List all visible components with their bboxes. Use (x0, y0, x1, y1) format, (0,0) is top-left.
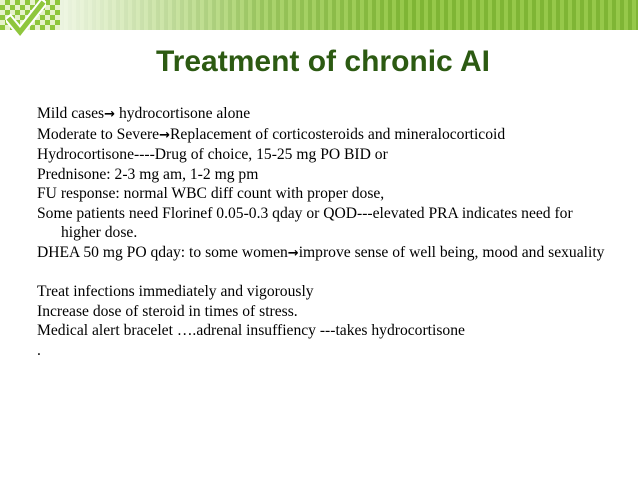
arrow-icon: → (104, 107, 116, 122)
bullet-fu-response: FU response: normal WBC diff count with proper dose, (37, 185, 385, 202)
stripe-pattern (60, 0, 638, 30)
bullet-period: . (37, 341, 41, 359)
spacer (37, 263, 607, 282)
bullet-prednisone: Prednisone: 2-3 mg am, 1-2 mg pm (37, 165, 259, 183)
arrow-icon: → (159, 127, 171, 143)
checkmark-icon (6, 0, 46, 40)
bullet-treat-infections: Treat infections immediately and vigorously (37, 283, 314, 300)
header-band (0, 0, 638, 30)
bullet-list (37, 104, 607, 360)
slide-title: Treatment of chronic AI (156, 45, 490, 78)
bullet-moderate-severe: Moderate to Severe→Replacement of corticosteroids and mineralocorticoid (37, 125, 506, 143)
bullet-medical-alert: Medical alert bracelet ….adrenal insuffiency ---takes hydrocortisone (37, 322, 465, 339)
bullet-dhea: DHEA 50 mg PO qday: to some women→improve sense of well being, mood and sexuality (37, 243, 605, 261)
bullet-mild-cases: Mild cases→ hydrocortisone alone (37, 105, 251, 122)
bullet-hydrocortisone: Hydrocortisone----Drug of choice, 15-25 mg PO BID or (37, 146, 388, 163)
bullet-increase-dose: Increase dose of steroid in times of stress. (37, 302, 298, 320)
bullet-florinef: Some patients need Florinef 0.05-0.3 qday or QOD---elevated PRA indicates need for higher dose. (37, 204, 573, 241)
arrow-icon: → (287, 245, 299, 261)
